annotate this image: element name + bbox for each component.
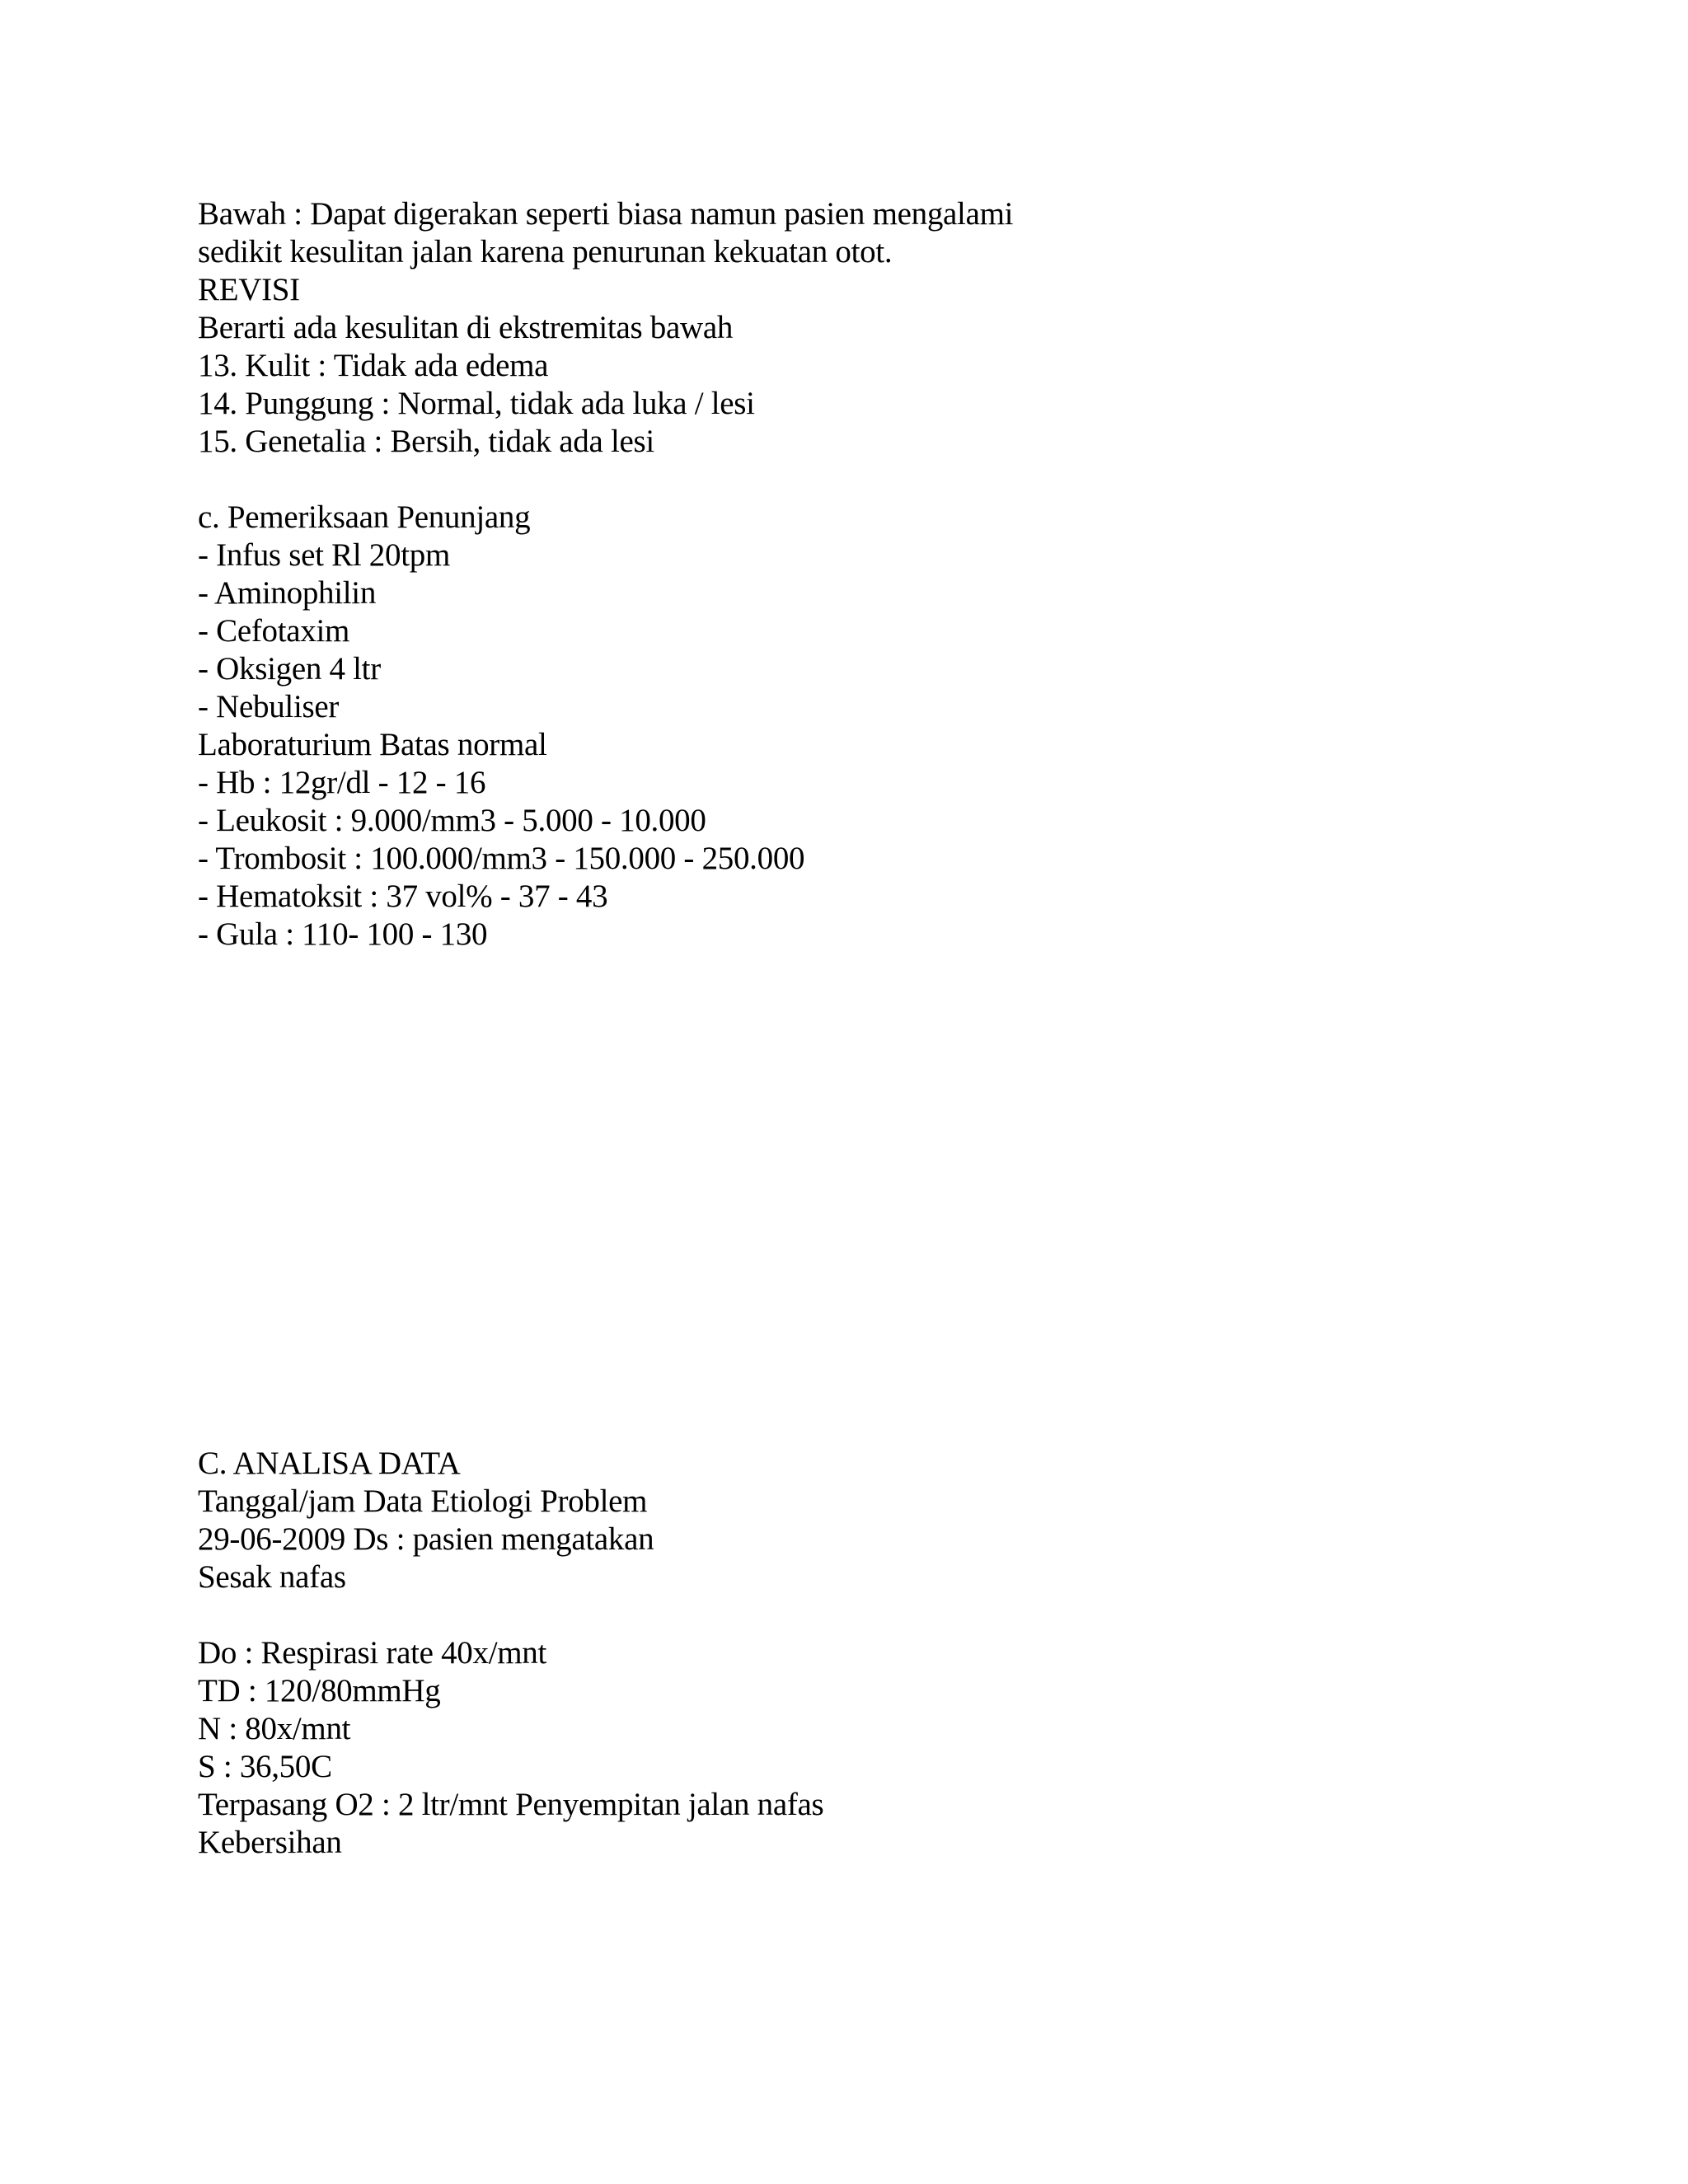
text-line: S : 36,50C (198, 1749, 332, 1784)
list-item: - Aminophilin (198, 575, 377, 611)
text-line: Berarti ada kesulitan di ekstremitas bawah (198, 310, 734, 345)
list-item: - Cefotaxim (198, 613, 350, 649)
text-line: 13. Kulit : Tidak ada edema (198, 348, 549, 383)
lab-item: - Gula : 110- 100 - 130 (198, 916, 488, 952)
list-item: - Oksigen 4 ltr (198, 651, 381, 687)
text-line: Do : Respirasi rate 40x/mnt (198, 1635, 546, 1671)
text-line: Bawah : Dapat digerakan seperti biasa namun pasien mengalami (198, 196, 1014, 232)
lab-item: - Leukosit : 9.000/mm3 - 5.000 - 10.000 (198, 803, 706, 838)
text-line: sedikit kesulitan jalan karena penurunan kekuatan otot. (198, 234, 893, 269)
section-heading-penunjang: c. Pemeriksaan Penunjang (198, 499, 531, 535)
text-line: Kebersihan (198, 1825, 342, 1860)
text-line: Terpasang O2 : 2 ltr/mnt Penyempitan jalan nafas (198, 1787, 824, 1822)
lab-item: - Hb : 12gr/dl - 12 - 16 (198, 765, 486, 800)
table-header-line: Tanggal/jam Data Etiologi Problem (198, 1483, 648, 1519)
text-line: 29-06-2009 Ds : pasien mengatakan (198, 1521, 654, 1557)
lab-item: - Trombosit : 100.000/mm3 - 150.000 - 250.000 (198, 841, 805, 876)
list-item: - Nebuliser (198, 689, 340, 724)
text-line: Sesak nafas (198, 1559, 346, 1595)
text-line: 14. Punggung : Normal, tidak ada luka / lesi (198, 386, 755, 421)
list-item: - Infus set Rl 20tpm (198, 537, 450, 573)
lab-header: Laboraturium Batas normal (198, 727, 547, 762)
text-line: 15. Genetalia : Bersih, tidak ada lesi (198, 424, 654, 459)
section-heading-analisa: C. ANALISA DATA (198, 1446, 461, 1481)
revisi-label: REVISI (198, 272, 300, 307)
text-line: N : 80x/mnt (198, 1711, 351, 1746)
text-line: TD : 120/80mmHg (198, 1673, 441, 1708)
lab-item: - Hematoksit : 37 vol% - 37 - 43 (198, 879, 608, 914)
